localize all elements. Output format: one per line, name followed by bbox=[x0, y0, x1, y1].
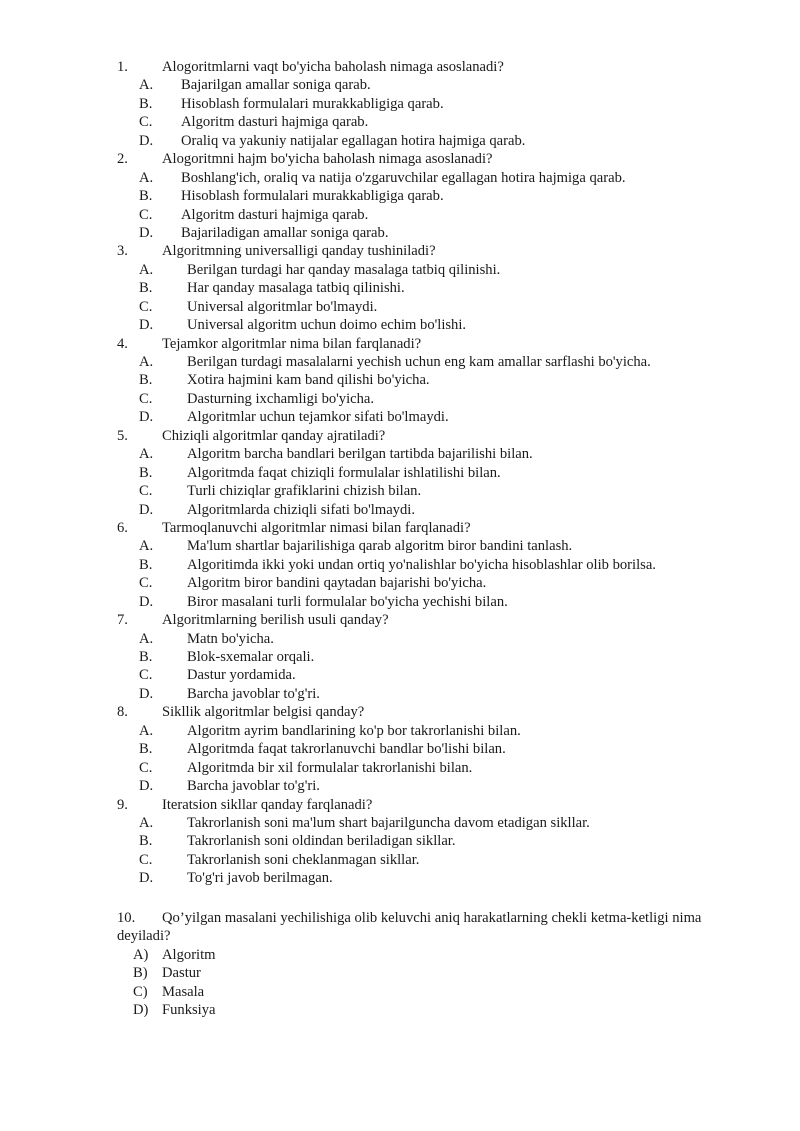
option-letter: A. bbox=[139, 77, 154, 94]
question-2 bbox=[0, 150, 800, 168]
option-letter: A. bbox=[139, 354, 154, 370]
answer-option bbox=[0, 574, 800, 592]
option-letter: A. bbox=[139, 261, 154, 278]
answer-option bbox=[0, 1001, 800, 1019]
option-letter: B. bbox=[139, 464, 153, 481]
answer-option bbox=[0, 556, 800, 574]
option-text: Masala bbox=[162, 983, 205, 1000]
answer-option bbox=[0, 946, 800, 964]
question-text: Tejamkor algoritmlar nima bilan farqlanadi? bbox=[162, 335, 422, 352]
question-6 bbox=[0, 519, 800, 537]
answer-option bbox=[0, 630, 800, 648]
option-letter: C) bbox=[133, 983, 148, 1000]
question-text: Sikllik algoritmlar belgisi qanday? bbox=[162, 704, 365, 721]
question-text: Chiziqli algoritmlar qanday ajratiladi? bbox=[162, 427, 386, 444]
answer-option bbox=[0, 445, 800, 463]
option-text: Xotira hajmini kam band qilishi bo'yicha. bbox=[187, 372, 430, 389]
option-letter: A. bbox=[139, 446, 154, 463]
option-letter: A. bbox=[139, 538, 154, 555]
answer-option bbox=[0, 132, 800, 150]
answer-option bbox=[0, 666, 800, 684]
question-text: Iteratsion sikllar qanday farqlanadi? bbox=[162, 796, 373, 813]
answer-option bbox=[0, 537, 800, 555]
question-number: 4. bbox=[117, 335, 128, 352]
question-number: 9. bbox=[117, 796, 128, 813]
option-text: Algoritm bbox=[162, 947, 216, 963]
answer-option bbox=[0, 759, 800, 777]
question-number: 8. bbox=[117, 704, 128, 721]
option-letter: B. bbox=[139, 188, 153, 205]
option-text: Takrorlanish soni cheklanmagan sikllar. bbox=[187, 851, 420, 868]
option-text: Universal algoritmlar bo'lmaydi. bbox=[187, 298, 378, 315]
option-text: Algoritimda ikki yoki undan ortiq yo'nalishlar bo'yicha hisoblashlar olib borilsa. bbox=[187, 556, 656, 573]
option-text: Barcha javoblar to'g'ri. bbox=[187, 685, 320, 702]
option-text: Biror masalani turli formulalar bo'yicha yechishi bilan. bbox=[187, 593, 508, 610]
option-letter: D. bbox=[139, 593, 154, 610]
option-letter: C. bbox=[139, 667, 153, 684]
option-letter: A. bbox=[139, 814, 154, 831]
answer-option bbox=[0, 964, 800, 982]
option-text: Matn bo'yicha. bbox=[187, 630, 274, 647]
option-letter: B. bbox=[139, 649, 153, 665]
question-number: 6. bbox=[117, 519, 128, 536]
option-letter: D. bbox=[139, 778, 154, 795]
question-text: Algoritmlarning berilish usuli qanday? bbox=[162, 612, 389, 629]
option-text: Takrorlanish soni oldindan beriladigan sikllar. bbox=[187, 833, 456, 850]
option-text: Ma'lum shartlar bajarilishiga qarab algoritm biror bandini tanlash. bbox=[187, 538, 573, 555]
answer-option bbox=[0, 390, 800, 408]
option-letter: D. bbox=[139, 132, 154, 149]
question-text: Alogoritmlarni vaqt bo'yicha baholash nimaga asoslanadi? bbox=[162, 59, 504, 75]
answer-option bbox=[0, 869, 800, 887]
option-text: Bajarilgan amallar soniga qarab. bbox=[181, 77, 371, 94]
question-list bbox=[0, 58, 800, 888]
option-letter: C. bbox=[139, 851, 153, 868]
option-text: Bajariladigan amallar soniga qarab. bbox=[181, 224, 389, 241]
question-8 bbox=[0, 703, 800, 721]
option-text: Algoritm ayrim bandlarining ko'p bor takrorlanishi bilan. bbox=[187, 722, 521, 739]
option-text: Dasturning ixchamligi bo'yicha. bbox=[187, 390, 375, 407]
option-letter: A. bbox=[139, 169, 154, 186]
option-text: Algoritmda bir xil formulalar takrorlanishi bilan. bbox=[187, 759, 473, 776]
option-text: Boshlang'ich, oraliq va natija o'zgaruvchilar egallagan hotira hajmiga qarab. bbox=[181, 169, 626, 186]
answer-option bbox=[0, 408, 800, 426]
option-letter: D) bbox=[133, 1002, 149, 1019]
option-text: Takrorlanish soni ma'lum shart bajarilguncha davom etadigan sikllar. bbox=[187, 814, 590, 831]
option-letter: D. bbox=[139, 224, 154, 241]
question-text: Qo’yilgan masalani yechilishiga olib keluvchi aniq harakatlarning chekli ketma-ketligi nima deyiladi? bbox=[117, 910, 702, 945]
answer-option bbox=[0, 261, 800, 279]
question-number: 3. bbox=[117, 243, 128, 260]
option-text: Algoritmlar uchun tejamkor sifati bo'lmaydi. bbox=[187, 409, 449, 426]
option-letter: B. bbox=[139, 556, 153, 573]
answer-option bbox=[0, 187, 800, 205]
option-text: Algoritm barcha bandlari berilgan tartibda bajarilishi bilan. bbox=[187, 446, 533, 463]
question-text: Tarmoqlanuvchi algoritmlar nimasi bilan farqlanadi? bbox=[162, 519, 471, 536]
option-text: Turli chiziqlar grafiklarini chizish bilan. bbox=[187, 483, 422, 500]
option-text: Algoritm biror bandini qaytadan bajarishi bo'yicha. bbox=[187, 575, 487, 592]
option-letter: B. bbox=[139, 833, 153, 850]
answer-option bbox=[0, 777, 800, 795]
question-1 bbox=[0, 58, 800, 76]
option-letter: D. bbox=[139, 317, 154, 334]
option-text: Blok-sxemalar orqali. bbox=[187, 649, 315, 665]
option-text: Har qanday masalaga tatbiq qilinishi. bbox=[187, 280, 405, 297]
option-text: Dastur bbox=[162, 965, 201, 982]
answer-option bbox=[0, 224, 800, 242]
answer-option bbox=[0, 593, 800, 611]
question-10-options bbox=[0, 946, 800, 1020]
question-3 bbox=[0, 242, 800, 260]
option-letter: D. bbox=[139, 409, 154, 426]
question-7 bbox=[0, 611, 800, 629]
answer-option bbox=[0, 851, 800, 869]
answer-option bbox=[0, 983, 800, 1001]
question-4 bbox=[0, 335, 800, 353]
option-letter: C. bbox=[139, 298, 153, 315]
option-letter: C. bbox=[139, 206, 153, 223]
question-number: 1. bbox=[117, 59, 128, 75]
option-letter: B) bbox=[133, 965, 148, 982]
answer-option bbox=[0, 740, 800, 758]
option-text: Algoritm dasturi hajmiga qarab. bbox=[181, 206, 369, 223]
answer-option bbox=[0, 169, 800, 187]
answer-option bbox=[0, 814, 800, 832]
answer-option bbox=[0, 316, 800, 334]
answer-option bbox=[0, 501, 800, 519]
answer-option bbox=[0, 353, 800, 371]
option-letter: C. bbox=[139, 575, 153, 592]
option-letter: D. bbox=[139, 870, 154, 887]
option-letter: C. bbox=[139, 759, 153, 776]
option-text: Hisoblash formulalari murakkabligiga qarab. bbox=[181, 95, 444, 112]
option-text: Berilgan turdagi har qanday masalaga tatbiq qilinishi. bbox=[187, 261, 501, 278]
question-text: Algoritmning universalligi qanday tushiniladi? bbox=[162, 243, 436, 260]
option-text: Algoritmda faqat chiziqli formulalar ishlatilishi bilan. bbox=[187, 464, 501, 481]
option-letter: B. bbox=[139, 741, 153, 758]
option-text: Algoritmlarda chiziqli sifati bo'lmaydi. bbox=[187, 501, 415, 518]
answer-option bbox=[0, 279, 800, 297]
question-number: 2. bbox=[117, 151, 128, 168]
answer-option bbox=[0, 298, 800, 316]
option-text: Dastur yordamida. bbox=[187, 667, 296, 684]
answer-option bbox=[0, 832, 800, 850]
option-text: Barcha javoblar to'g'ri. bbox=[187, 778, 320, 795]
question-number: 7. bbox=[117, 612, 128, 629]
question-5 bbox=[0, 427, 800, 445]
option-letter: A. bbox=[139, 630, 154, 647]
option-letter: B. bbox=[139, 280, 153, 297]
option-letter: D. bbox=[139, 685, 154, 702]
question-number: 5. bbox=[117, 427, 128, 444]
option-letter: C. bbox=[139, 114, 153, 131]
question-9 bbox=[0, 796, 800, 814]
option-letter: B. bbox=[139, 372, 153, 389]
answer-option bbox=[0, 113, 800, 131]
question-text: Alogoritmni hajm bo'yicha baholash nimaga asoslanadi? bbox=[162, 151, 493, 168]
answer-option bbox=[0, 722, 800, 740]
option-text: Universal algoritm uchun doimo echim bo'lishi. bbox=[187, 317, 467, 334]
answer-option bbox=[0, 206, 800, 224]
option-letter: B. bbox=[139, 95, 153, 112]
option-letter: A. bbox=[139, 722, 154, 739]
option-text: Funksiya bbox=[162, 1002, 216, 1019]
option-letter: A) bbox=[133, 947, 149, 963]
answer-option bbox=[0, 648, 800, 666]
question-number: 10. bbox=[117, 910, 136, 926]
option-text: Hisoblash formulalari murakkabligiga qarab. bbox=[181, 188, 444, 205]
answer-option bbox=[0, 76, 800, 94]
option-text: To'g'ri javob berilmagan. bbox=[187, 870, 333, 887]
option-letter: C. bbox=[139, 483, 153, 500]
answer-option bbox=[0, 482, 800, 500]
option-text: Berilgan turdagi masalalarni yechish uchun eng kam amallar sarflashi bo'yicha. bbox=[187, 354, 651, 370]
answer-option bbox=[0, 371, 800, 389]
option-letter: C. bbox=[139, 390, 153, 407]
option-text: Oraliq va yakuniy natijalar egallagan hotira hajmiga qarab. bbox=[181, 132, 526, 149]
option-text: Algoritmda faqat takrorlanuvchi bandlar bo'lishi bilan. bbox=[187, 741, 506, 758]
answer-option bbox=[0, 685, 800, 703]
answer-option bbox=[0, 95, 800, 113]
question-10 bbox=[117, 909, 737, 946]
answer-option bbox=[0, 464, 800, 482]
option-text: Algoritm dasturi hajmiga qarab. bbox=[181, 114, 369, 131]
option-letter: D. bbox=[139, 501, 154, 518]
